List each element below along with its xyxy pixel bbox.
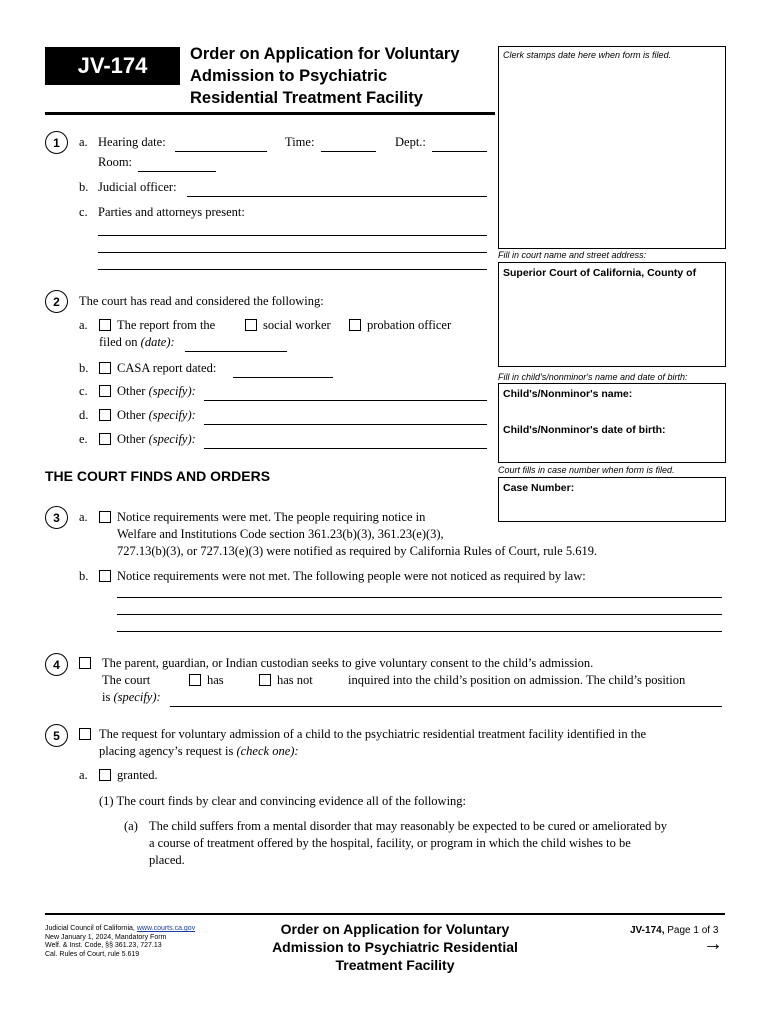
other-e-label bbox=[117, 432, 196, 447]
casa-checkbox[interactable] bbox=[99, 362, 111, 374]
has-checkbox[interactable] bbox=[189, 674, 201, 686]
probation-officer-checkbox[interactable] bbox=[349, 319, 361, 331]
child-position-specify: (specify): bbox=[113, 690, 161, 704]
form-title-line2: Admission to Psychiatric bbox=[190, 67, 388, 85]
item2-c-letter: c. bbox=[79, 384, 88, 398]
notice-met-line2: Welfare and Institutions Code section 361.23(b)(3), 361.23(e)(3), bbox=[117, 527, 444, 541]
parties-field-line-2[interactable] bbox=[98, 252, 487, 253]
form-number-badge: JV-174 bbox=[45, 47, 180, 85]
voluntary-admission-line2-text: placing agency’s request is bbox=[99, 744, 234, 758]
footer-source bbox=[45, 925, 195, 959]
child-dob-label: Child's/Nonminor's date of birth: bbox=[503, 424, 666, 436]
sub-a-letter: (a) bbox=[124, 819, 138, 833]
item2-b-letter: b. bbox=[79, 361, 89, 375]
check-one-hint: (check one): bbox=[236, 744, 299, 758]
notice-not-met-text: Notice requirements were not met. The following people were not noticed as required by law: bbox=[117, 569, 586, 583]
not-noticed-field-line-2[interactable] bbox=[117, 614, 722, 615]
filed-on-date-field[interactable] bbox=[185, 351, 287, 352]
has-label: has bbox=[207, 673, 224, 687]
item2-intro: The court has read and considered the following: bbox=[79, 294, 324, 308]
dept-field[interactable] bbox=[432, 151, 487, 152]
voluntary-admission-line1: The request for voluntary admission of a child to the psychiatric residential treatment facility identified in the bbox=[99, 727, 647, 741]
item2-d-letter: d. bbox=[79, 408, 89, 422]
not-noticed-field-line-3[interactable] bbox=[117, 631, 722, 632]
judicial-officer-label: Judicial officer: bbox=[98, 180, 177, 194]
not-noticed-field-line-1[interactable] bbox=[117, 597, 722, 598]
mental-disorder-line3: placed. bbox=[149, 853, 185, 867]
has-not-label: has not bbox=[277, 673, 313, 687]
voluntary-admission-line2 bbox=[99, 744, 299, 759]
item-number-1: 1 bbox=[45, 131, 68, 154]
parties-field-line-3[interactable] bbox=[98, 269, 487, 270]
item5-a-letter: a. bbox=[79, 768, 88, 782]
casa-label: CASA report dated: bbox=[117, 361, 217, 375]
item2-a-letter: a. bbox=[79, 318, 88, 332]
inquired-text: inquired into the child’s position on admission. The child’s position bbox=[348, 673, 686, 687]
time-field[interactable] bbox=[321, 151, 376, 152]
clerk-stamp-box bbox=[498, 46, 726, 249]
voluntary-consent-text: The parent, guardian, or Indian custodian seeks to give voluntary consent to the child’s admission. bbox=[102, 656, 594, 670]
casa-date-field[interactable] bbox=[233, 377, 333, 378]
other-c-specify: (specify): bbox=[148, 384, 196, 398]
page-number: Page 1 of 3 bbox=[667, 925, 719, 936]
other-d-text: Other bbox=[117, 408, 146, 422]
form-title-line3: Residential Treatment Facility bbox=[190, 89, 423, 107]
case-number-note: Court fills in case number when form is filed. bbox=[498, 465, 675, 475]
notice-met-checkbox[interactable] bbox=[99, 511, 111, 523]
voluntary-consent-checkbox[interactable] bbox=[79, 657, 91, 669]
filed-on-text: filed on bbox=[99, 335, 138, 349]
other-c-text: Other bbox=[117, 384, 146, 398]
footer-form-number: JV-174, bbox=[630, 925, 665, 936]
other-e-field[interactable] bbox=[204, 448, 487, 449]
other-c-field[interactable] bbox=[204, 400, 487, 401]
notice-met-line1: Notice requirements were met. The people requiring notice in bbox=[117, 510, 426, 524]
other-d-field[interactable] bbox=[204, 424, 487, 425]
footer-rule bbox=[45, 913, 725, 915]
filed-on-date-hint: (date): bbox=[140, 335, 175, 349]
footer-council-line bbox=[45, 925, 195, 934]
footer-code-ref: Welf. & Inst. Code, §§ 361.23, 727.13 bbox=[45, 942, 162, 949]
other-e-checkbox[interactable] bbox=[99, 433, 111, 445]
time-label: Time: bbox=[285, 135, 315, 149]
court-address-label: Fill in court name and street address: bbox=[498, 250, 647, 260]
child-position-field[interactable] bbox=[170, 706, 722, 707]
voluntary-admission-checkbox[interactable] bbox=[79, 728, 91, 740]
report-checkbox[interactable] bbox=[99, 319, 111, 331]
child-info-label: Fill in child's/nonminor's name and date of birth: bbox=[498, 372, 688, 382]
item1-a-letter: a. bbox=[79, 135, 88, 149]
dept-label: Dept.: bbox=[395, 135, 426, 149]
mental-disorder-line2: a course of treatment offered by the hospital, facility, or program in which the child wishes to be bbox=[149, 836, 631, 850]
notice-met-line3: 727.13(b)(3), or 727.13(e)(3) were notified as required by California Rules of Court, rule 5.619. bbox=[117, 544, 598, 558]
parties-label: Parties and attorneys present: bbox=[98, 205, 245, 219]
footer-form-status: New January 1, 2024, Mandatory Form bbox=[45, 933, 167, 941]
footer-title-line1: Order on Application for Voluntary bbox=[280, 921, 510, 937]
notice-not-met-checkbox[interactable] bbox=[99, 570, 111, 582]
footer-rule-ref: Cal. Rules of Court, rule 5.619 bbox=[45, 950, 140, 958]
header-rule bbox=[45, 112, 495, 115]
item-number-2: 2 bbox=[45, 290, 68, 313]
granted-label: granted. bbox=[117, 768, 158, 782]
granted-checkbox[interactable] bbox=[99, 769, 111, 781]
other-d-label bbox=[117, 408, 196, 423]
is-text: is bbox=[102, 690, 111, 704]
report-from-label: The report from the bbox=[117, 318, 216, 332]
clear-convincing-text: (1) The court finds by clear and convincing evidence all of the following: bbox=[99, 794, 467, 808]
filed-on-label bbox=[99, 335, 175, 350]
parties-field-line-1[interactable] bbox=[98, 235, 487, 236]
room-label: Room: bbox=[98, 155, 133, 169]
item3-b-letter: b. bbox=[79, 569, 89, 583]
item1-c-letter: c. bbox=[79, 205, 88, 219]
other-d-specify: (specify): bbox=[148, 408, 196, 422]
has-not-checkbox[interactable] bbox=[259, 674, 271, 686]
item1-b-letter: b. bbox=[79, 180, 89, 194]
room-field[interactable] bbox=[138, 171, 216, 172]
item-number-5: 5 bbox=[45, 724, 68, 747]
item3-a-letter: a. bbox=[79, 510, 88, 524]
form-title-line1: Order on Application for Voluntary bbox=[190, 45, 460, 63]
next-page-arrow-icon[interactable]: → bbox=[703, 933, 723, 955]
hearing-date-label: Hearing date: bbox=[98, 135, 166, 149]
social-worker-checkbox[interactable] bbox=[245, 319, 257, 331]
footer-title-line2: Admission to Psychiatric Residential bbox=[272, 939, 518, 955]
court-name-text: Superior Court of California, County of bbox=[503, 267, 697, 279]
probation-officer-label: probation officer bbox=[367, 318, 452, 332]
the-court-text: The court bbox=[102, 673, 151, 687]
mental-disorder-line1: The child suffers from a mental disorder that may reasonably be expected to be cured or ameliorated by bbox=[149, 819, 667, 833]
footer-council-text: Judicial Council of California, bbox=[45, 925, 135, 932]
other-d-checkbox[interactable] bbox=[99, 409, 111, 421]
social-worker-label: social worker bbox=[263, 318, 331, 332]
other-c-checkbox[interactable] bbox=[99, 385, 111, 397]
child-name-label: Child's/Nonminor's name: bbox=[503, 388, 633, 400]
court-finds-heading: THE COURT FINDS AND ORDERS bbox=[45, 468, 271, 484]
other-e-text: Other bbox=[117, 432, 146, 446]
footer-title-line3: Treatment Facility bbox=[335, 957, 455, 973]
item2-e-letter: e. bbox=[79, 432, 88, 446]
hearing-date-field[interactable] bbox=[175, 151, 267, 152]
judicial-officer-field[interactable] bbox=[187, 196, 487, 197]
other-e-specify: (specify): bbox=[148, 432, 196, 446]
footer-title bbox=[240, 920, 550, 974]
clerk-stamp-label: Clerk stamps date here when form is filed. bbox=[503, 50, 672, 60]
other-c-label bbox=[117, 384, 196, 399]
item-number-3: 3 bbox=[45, 506, 68, 529]
child-position-label bbox=[102, 690, 161, 705]
courts-website-link[interactable]: www.courts.ca.gov bbox=[136, 925, 196, 932]
case-number-label: Case Number: bbox=[503, 482, 575, 494]
item-number-4: 4 bbox=[45, 653, 68, 676]
